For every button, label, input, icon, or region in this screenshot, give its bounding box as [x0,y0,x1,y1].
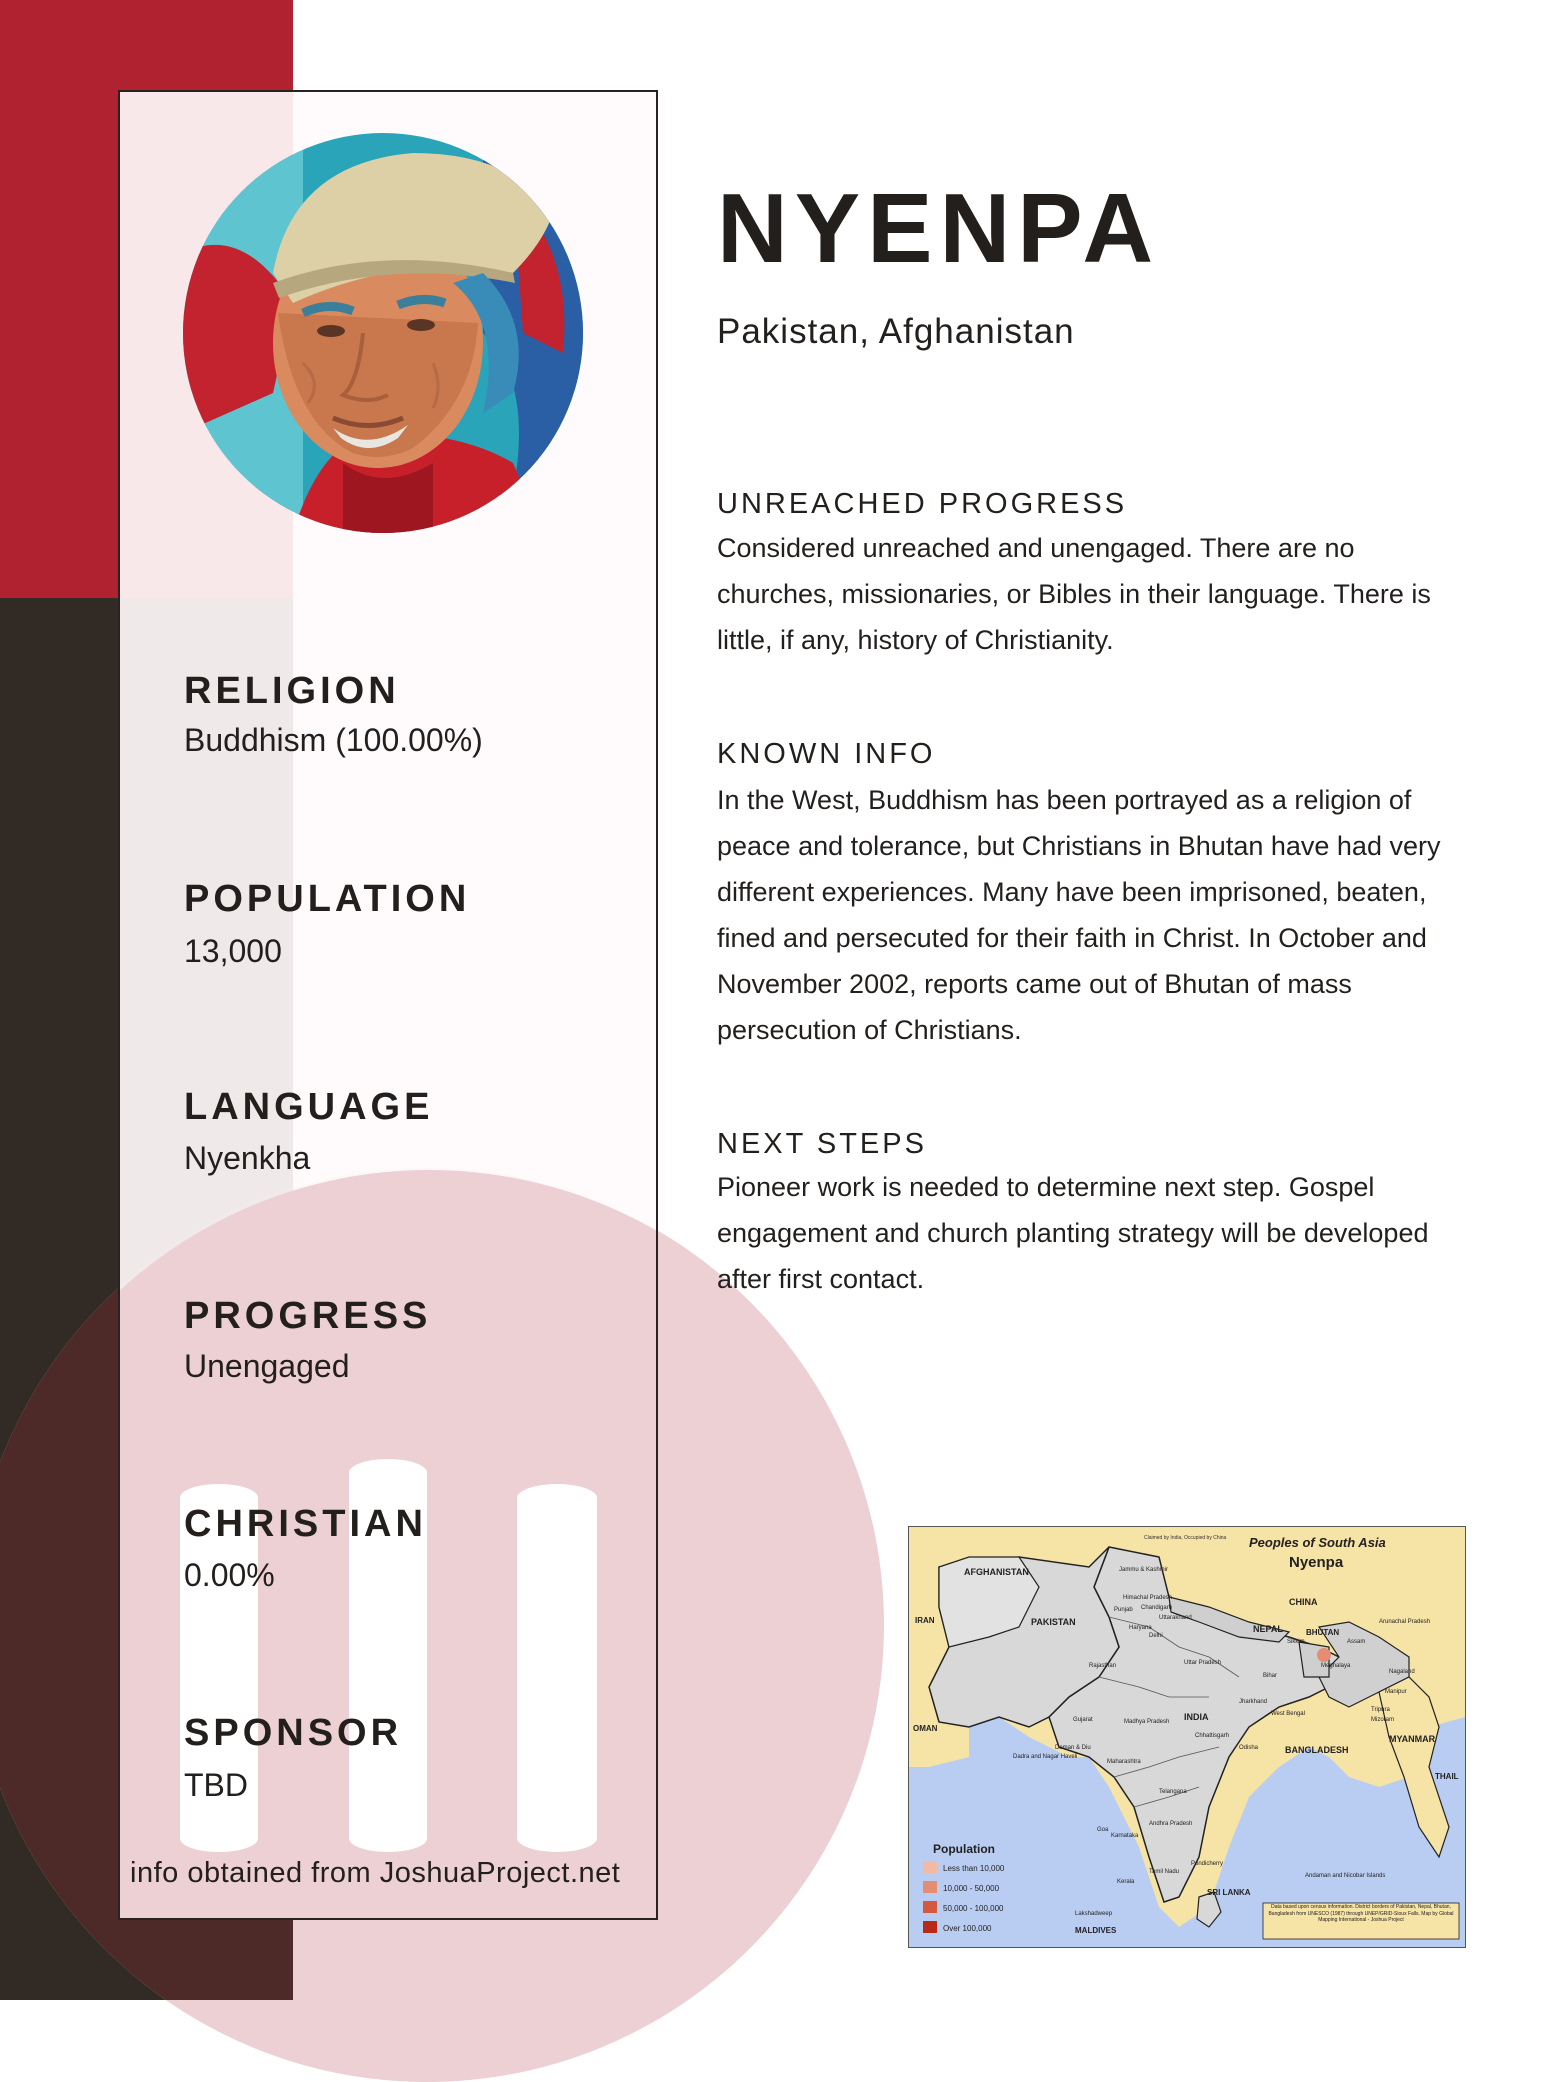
map-label-thailand: THAIL [1435,1772,1459,1781]
map-label-bhutan: BHUTAN [1306,1628,1340,1637]
decorative-pillar-right [517,1484,597,1852]
map-subtitle: Nyenpa [1289,1554,1344,1571]
unreached-progress-heading: UNREACHED PROGRESS [717,488,1128,520]
known-info-text: In the West, Buddhism has been portrayed as a religion of peace and tolerance, but Christians in Bhutan have had very different experiences. Many have been imprisoned, beaten, fined and persecuted for their faith in Christ. In October and November 2002, reports came out of Bhutan of mass persecution of Christians. [717,785,1441,1045]
known-info-heading: KNOWN INFO [717,738,936,770]
progress-value: Unengaged [184,1348,350,1384]
map-region: Manipur [1385,1689,1407,1695]
religion-value: Buddhism (100.00%) [184,722,483,758]
map-region: Sikkim [1287,1639,1305,1645]
map-region: Arunachal Pradesh [1379,1619,1431,1625]
religion-label: RELIGION [184,670,400,712]
map-region: Jharkhand [1239,1699,1268,1705]
legend-swatch-2 [923,1881,937,1893]
map-region: Delhi [1149,1633,1163,1639]
map-region: Karnataka [1111,1833,1139,1839]
map-region: Assam [1347,1639,1366,1645]
people-group-title: NYENPA [717,173,1161,283]
christian-value: 0.00% [184,1557,275,1593]
map-label-oman: OMAN [913,1724,938,1733]
map-label-nepal: NEPAL [1253,1624,1283,1634]
map-region: Odisha [1239,1745,1259,1751]
map-region: Telangana [1159,1789,1187,1795]
map-region: Tripura [1371,1707,1390,1713]
map-region: Goa [1097,1827,1109,1833]
map-region: Punjab [1114,1607,1133,1613]
map-region: Kerala [1117,1879,1135,1885]
map-label-sri-lanka: SRI LANKA [1207,1888,1251,1897]
map-legend-title: Population [933,1842,995,1856]
next-steps-text: Pioneer work is needed to determine next step. Gospel engagement and church planting strategy will be developed after first contact. [717,1172,1429,1294]
sponsor-value: TBD [184,1767,248,1803]
map-footnote: Data based upon census information. District borders of Pakistan, Nepal, Bhutan, Bangladesh from UNESCO (1987) through UNEP/GRID-Sioux Falls. Map by Global Mapping International - Joshua Project [1268,1904,1454,1923]
map-region: Andhra Pradesh [1149,1821,1193,1827]
map-label-afghanistan: AFGHANISTAN [964,1567,1029,1577]
map-title: Peoples of South Asia [1249,1535,1386,1550]
map-label-china: CHINA [1289,1597,1318,1607]
portrait-photo [183,133,583,533]
map-region: Meghalaya [1321,1663,1351,1669]
map-label-iran: IRAN [915,1616,935,1625]
map-region: Uttar Pradesh [1184,1660,1222,1666]
map-region: Mizoram [1371,1717,1395,1723]
map-region: Chandigarh [1141,1605,1173,1611]
map-region: Andaman and Nicobar Islands [1305,1873,1386,1879]
map-region: Madhya Pradesh [1124,1719,1170,1725]
map-region: Chhattisgarh [1195,1733,1230,1739]
legend-label-3: 50,000 - 100,000 [943,1904,1004,1913]
christian-label: CHRISTIAN [184,1503,427,1545]
map-region: Uttarakhand [1159,1615,1192,1621]
language-value: Nyenkha [184,1140,311,1176]
sponsor-label: SPONSOR [184,1712,403,1754]
map-region: Bihar [1263,1673,1278,1679]
legend-label-2: 10,000 - 50,000 [943,1884,1000,1893]
legend-swatch-1 [923,1861,937,1873]
legend-label-1: Less than 10,000 [943,1864,1005,1873]
legend-swatch-4 [923,1921,937,1933]
south-asia-map [908,1526,1466,1948]
map-label-india: INDIA [1184,1712,1209,1722]
map-region: Lakshadweep [1075,1911,1113,1917]
population-label: POPULATION [184,878,471,920]
language-label: LANGUAGE [184,1086,434,1128]
map-region: Nagaland [1389,1669,1415,1675]
map-region: Daman & Diu [1055,1745,1091,1751]
map-region: Tamil Nadu [1149,1869,1180,1875]
map-region: Gujarat [1073,1717,1093,1723]
map-region: West Bengal [1271,1711,1305,1717]
unreached-progress-text: Considered unreached and unengaged. There are no churches, missionaries, or Bibles in their language. There is little, if any, history of Christianity. [717,533,1431,655]
map-label-bangladesh: BANGLADESH [1285,1745,1349,1755]
map-region: Rajasthan [1089,1663,1117,1669]
map-label-myanmar: MYANMAR [1389,1734,1436,1744]
source-credit: info obtained from JoshuaProject.net [130,1857,621,1889]
map-region: Haryana [1129,1625,1152,1631]
map-claim-note: Claimed by India, Occupied by China [1144,1535,1227,1541]
legend-label-4: Over 100,000 [943,1924,992,1933]
legend-swatch-3 [923,1901,937,1913]
map-label-pakistan: PAKISTAN [1031,1617,1076,1627]
map-label-maldives: MALDIVES [1075,1926,1117,1935]
next-steps-heading: NEXT STEPS [717,1128,927,1160]
progress-label: PROGRESS [184,1295,432,1337]
map-region: Dadra and Nagar Haveli [1013,1754,1078,1760]
map-region: Maharashtra [1107,1759,1141,1765]
map-region: Himachal Pradesh [1123,1595,1173,1601]
map-region: Jammu & Kashmir [1119,1567,1169,1573]
population-value: 13,000 [184,933,282,969]
countries-subtitle: Pakistan, Afghanistan [717,312,1075,351]
map-region: Pondicherry [1191,1861,1224,1867]
